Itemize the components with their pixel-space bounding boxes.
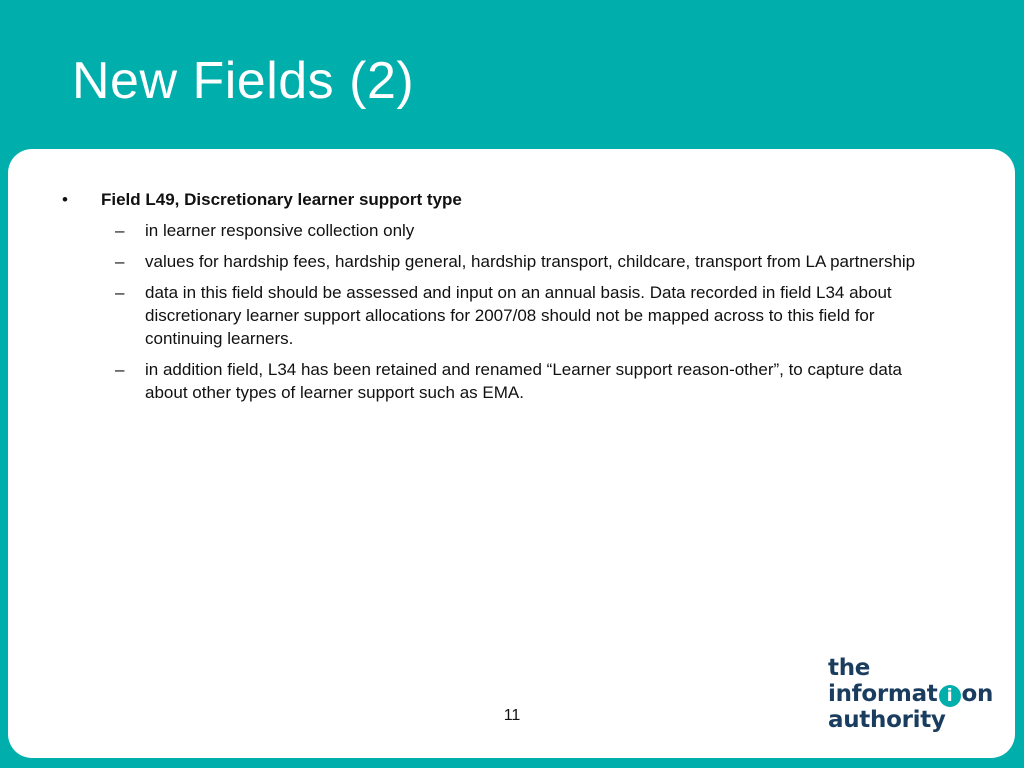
slide-title: New Fields (2): [72, 52, 415, 110]
sub-item-text: data in this field should be assessed and input on an annual basis. Data recorded in field L34 about discretionary learner support allocations for 2007/08 should not be mapped across to this field for continuing learners.: [145, 283, 892, 348]
bullet-list: [62, 188, 922, 412]
logo-line-2-start: informat: [828, 681, 938, 707]
sub-item-text: in learner responsive collection only: [145, 221, 415, 240]
bullet-mark: •: [62, 190, 68, 209]
main-bullet: [62, 188, 922, 404]
info-i-icon: i: [939, 685, 961, 707]
sub-item: [101, 219, 922, 242]
dash-mark: –: [115, 283, 125, 302]
logo-line-1: the: [828, 655, 871, 681]
logo-line-2: [828, 681, 993, 707]
dash-mark: –: [115, 221, 125, 240]
page-number: 11: [503, 707, 521, 724]
dash-mark: –: [115, 360, 125, 379]
sub-item-text: values for hardship fees, hardship general, hardship transport, childcare, transport from LA partnership: [145, 252, 916, 271]
dash-mark: –: [115, 252, 125, 271]
sub-item: [101, 358, 922, 404]
sub-item: [101, 281, 922, 350]
logo-line-2-end: on: [961, 681, 994, 707]
information-authority-logo: [828, 655, 993, 733]
sub-item-text: in addition field, L34 has been retained and renamed “Learner support reason-other”, to capture data about other types of learner support such as EMA.: [145, 360, 902, 402]
sub-item: [101, 250, 922, 273]
logo-line-3: authority: [828, 707, 946, 733]
main-bullet-text: Field L49, Discretionary learner support type: [101, 190, 462, 209]
sub-list: [101, 219, 922, 404]
